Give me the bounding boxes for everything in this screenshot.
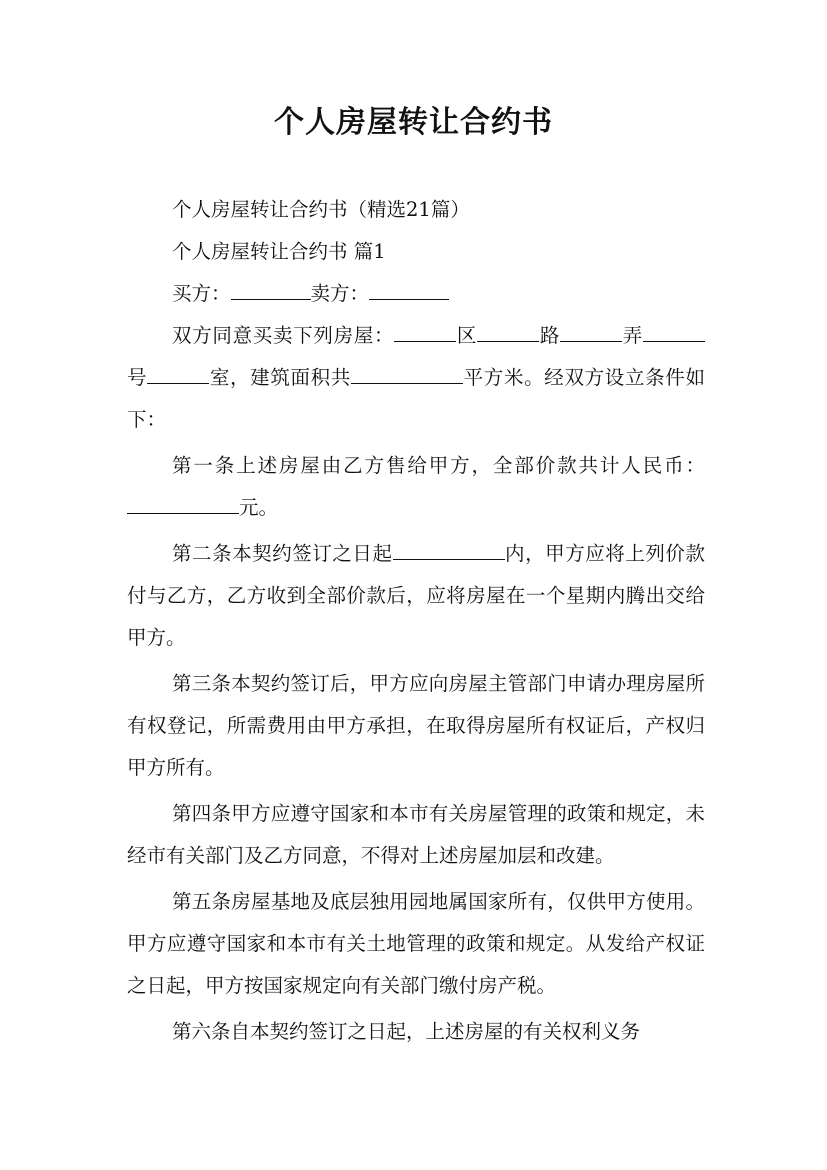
article-3: 第三条本契约签订后，甲方应向房屋主管部门申请办理房屋所有权登记，所需费用由甲方承担，在取得房屋所有权证后，产权归甲方所有。: [127, 672, 705, 779]
room-blank: [147, 363, 209, 384]
district-label: 区: [456, 324, 478, 347]
number-label: 号: [127, 366, 148, 389]
article-2-lead: 第二条本契约签订之日起: [172, 542, 393, 565]
section-title: [127, 231, 705, 273]
article-1-lead: 第一条上述房屋由乙方售给甲方，全部价款共计人民币：: [172, 454, 705, 477]
article-6: 第六条自本契约签订之日起，上述房屋的有关权利义务: [172, 1020, 641, 1043]
collection-title-text: 个人房屋转让合约书（精选21篇）: [172, 198, 470, 221]
article-2-tail: 内，甲方应将上列价款付与乙方，乙方收到全部价款后，应将房屋在一个星期内腾出交给甲方。: [127, 542, 705, 649]
buyer-blank: [231, 279, 311, 300]
payment-period-blank: [393, 539, 505, 560]
article-5: 第五条房屋基地及底层独用园地属国家所有，仅供甲方使用。甲方应遵守国家和本市有关土地管理的政策和规定。从发给产权证之日起，甲方按国家规定向有关部门缴付房产税。: [127, 890, 705, 997]
area-lead: ，建筑面积共: [230, 366, 351, 389]
parties-line: [127, 273, 705, 315]
price-blank: [127, 493, 239, 514]
road-label: 路: [539, 324, 561, 347]
property-lead: 双方同意买卖下列房屋：: [172, 324, 395, 347]
lane-blank: [560, 321, 622, 342]
property-paragraph: [127, 315, 705, 441]
section-title-text: 个人房屋转让合约书 篇1: [172, 240, 386, 263]
area-blank: [351, 363, 463, 384]
road-blank: [477, 321, 539, 342]
document-title: 个人房屋转让合约书: [274, 105, 553, 140]
district-blank: [394, 321, 456, 342]
article-1: [127, 445, 705, 529]
article-1-tail: 元。: [239, 496, 279, 519]
seller-label: 卖方：: [310, 282, 370, 305]
lane-label: 弄: [622, 324, 643, 347]
seller-blank: [369, 279, 449, 300]
area-tail: 平方米。经双方设立条件如下：: [127, 366, 705, 431]
article-2: [127, 533, 705, 659]
article-4: 第四条甲方应遵守国家和本市有关房屋管理的政策和规定，未经市有关部门及乙方同意，不得对上述房屋加层和改建。: [127, 802, 705, 867]
buyer-label: 买方：: [172, 282, 231, 305]
number-blank: [643, 321, 705, 342]
document-body: [127, 189, 705, 1057]
collection-title: [127, 189, 705, 231]
room-label: 室: [209, 366, 230, 389]
